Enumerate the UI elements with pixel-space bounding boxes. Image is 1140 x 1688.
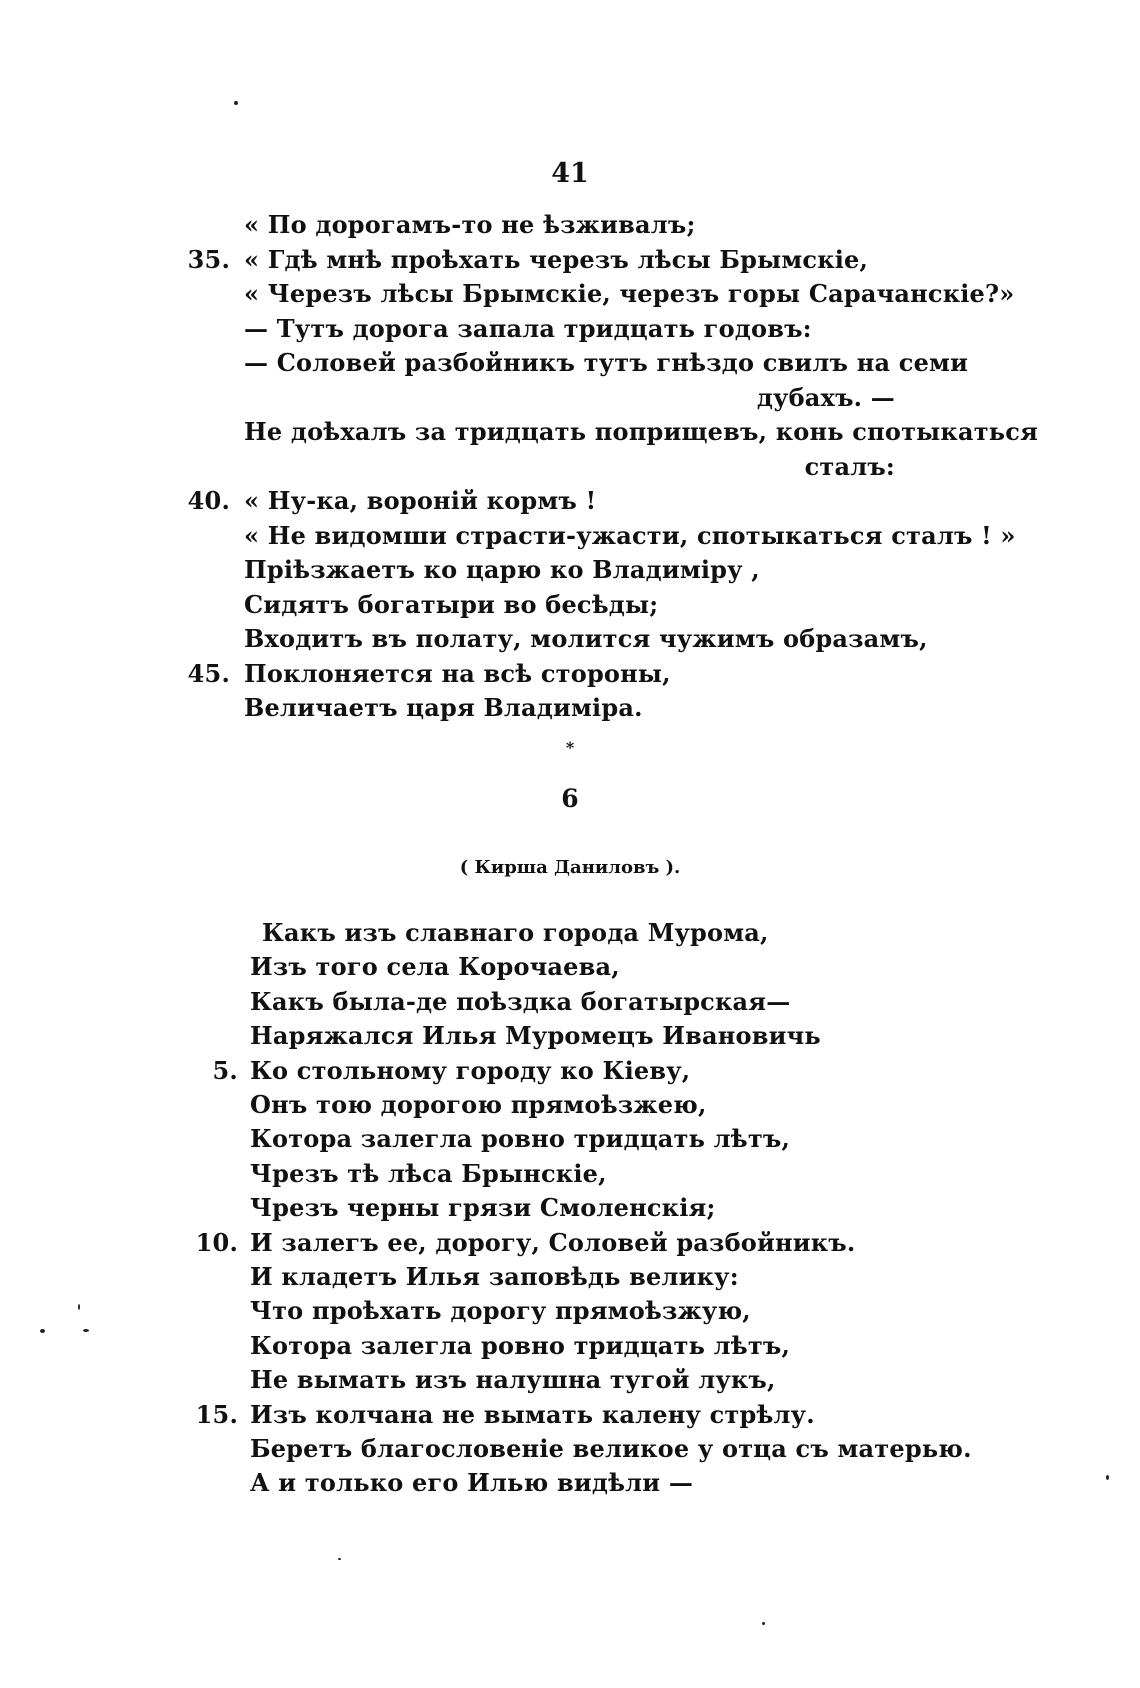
verse-line	[0, 521, 1140, 557]
verse-text: Какъ изъ славнаго города Мурома,	[262, 918, 769, 947]
verse-line	[0, 1434, 1140, 1470]
verse-line	[0, 659, 1140, 695]
verse-number: 15.	[195, 1399, 238, 1429]
verse-text: « Черезъ лѣсы Брымскіе, черезъ горы Сарачанскіе?»	[244, 279, 1015, 308]
verse-text: Котора залегла ровно тридцать лѣтъ,	[250, 1124, 791, 1154]
verse-line	[0, 279, 1140, 315]
verse-line	[0, 1090, 1140, 1126]
verse-line	[0, 383, 1140, 419]
scan-speck	[234, 101, 238, 105]
source-attribution: ( Кирша Даниловъ ).	[459, 857, 681, 878]
verse-number: 10.	[195, 1227, 238, 1257]
verse-continuation: дубахъ. —	[756, 382, 895, 412]
verse-line	[0, 314, 1140, 350]
verse-text: « Ну-ка, вороній кормъ !	[244, 486, 597, 515]
verse-text: Наряжался Илья Муромецъ Ивановичь	[250, 1021, 821, 1051]
verse-text: Сидятъ богатыри во бесѣды;	[244, 589, 659, 619]
verse-text: Входитъ въ полату, молится чужимъ образамъ,	[244, 624, 928, 653]
verse-line	[0, 1296, 1140, 1332]
verse-text: Величаетъ царя Владиміра.	[244, 693, 643, 722]
verse-number: 45.	[187, 658, 230, 688]
scan-speck	[40, 1329, 45, 1333]
verse-text: И залегъ ее, дорогу, Соловей разбойникъ.	[250, 1227, 856, 1257]
scan-speck	[338, 1558, 341, 1560]
verse-text: А и только его Илью видѣли —	[250, 1468, 694, 1498]
verse-text: Не вымать изъ налушна тугой лукъ,	[250, 1365, 776, 1395]
verse-number: 5.	[212, 1055, 238, 1085]
verse-line	[0, 555, 1140, 591]
verse-text: Поклоняется на всѣ стороны,	[244, 658, 671, 688]
verse-text: Изъ того села Корочаева,	[250, 952, 620, 982]
verse-line	[0, 486, 1140, 522]
verse-text: Чрезъ черны грязи Смоленскія;	[250, 1193, 716, 1223]
verse-text: Изъ колчана не вымать калену стрѣлу.	[250, 1399, 815, 1429]
verse-line	[0, 693, 1140, 729]
verse-line	[0, 452, 1140, 488]
verse-line	[0, 1159, 1140, 1195]
verse-text: Какъ была-де поѣздка богатырская—	[250, 986, 791, 1016]
verse-text: — Соловей разбойникъ тутъ гнѣздо свилъ на семи	[244, 348, 969, 377]
verse-text: Котора залегла ровно тридцать лѣтъ,	[250, 1330, 791, 1360]
verse-text: И кладетъ Илья заповѣдь велику:	[250, 1262, 739, 1291]
scan-speck	[1106, 1475, 1109, 1480]
verse-text: « Не видомши страсти-ужасти, спотыкаться сталъ ! »	[244, 520, 1016, 550]
verse-text: « По дорогамъ-то не ѣзживалъ;	[244, 210, 696, 239]
scan-speck	[762, 1622, 765, 1625]
verse-text: Что проѣхать дорогу прямоѣзжую,	[250, 1296, 751, 1326]
verse-text: Пріѣзжаетъ ко царю ко Владиміру ,	[244, 555, 760, 584]
verse-line	[0, 952, 1140, 988]
verse-number: 35.	[187, 244, 230, 274]
verse-text: Ко стольному городу ко Кіеву,	[250, 1055, 691, 1085]
section-number: 6	[561, 784, 579, 813]
verse-line	[0, 1124, 1140, 1160]
verse-continuation: сталъ:	[804, 451, 895, 481]
verse-line	[0, 1228, 1140, 1264]
verse-line	[0, 987, 1140, 1023]
verse-line	[0, 918, 1140, 954]
verse-line	[0, 1331, 1140, 1367]
verse-line	[0, 1262, 1140, 1298]
scan-speck	[78, 1304, 80, 1310]
verse-line	[0, 417, 1140, 453]
verse-text: « Гдѣ мнѣ проѣхать черезъ лѣсы Брымскіе,	[244, 244, 869, 274]
verse-line	[0, 1021, 1140, 1057]
verse-text: Онъ тою дорогою прямоѣзжею,	[250, 1090, 707, 1119]
verse-line	[0, 590, 1140, 626]
section-ornament: *	[565, 738, 575, 757]
verse-line	[0, 1400, 1140, 1436]
verse-line	[0, 1365, 1140, 1401]
verse-line	[0, 210, 1140, 246]
verse-line	[0, 245, 1140, 281]
verse-text: Беретъ благословеніе великое у отца съ матерью.	[250, 1434, 972, 1463]
verse-line	[0, 1468, 1140, 1504]
verse-number: 40.	[187, 486, 230, 515]
verse-text: — Тутъ дорога запала тридцать годовъ:	[244, 313, 812, 343]
verse-text: Не доѣхалъ за тридцать поприщевъ, конь спотыкаться	[244, 417, 1039, 446]
page-number: 41	[551, 158, 589, 189]
verse-line	[0, 348, 1140, 384]
verse-line	[0, 624, 1140, 660]
verse-line	[0, 1056, 1140, 1092]
verse-line	[0, 1193, 1140, 1229]
verse-text: Чрезъ тѣ лѣса Брынскіе,	[250, 1158, 607, 1188]
scan-speck	[83, 1329, 89, 1332]
